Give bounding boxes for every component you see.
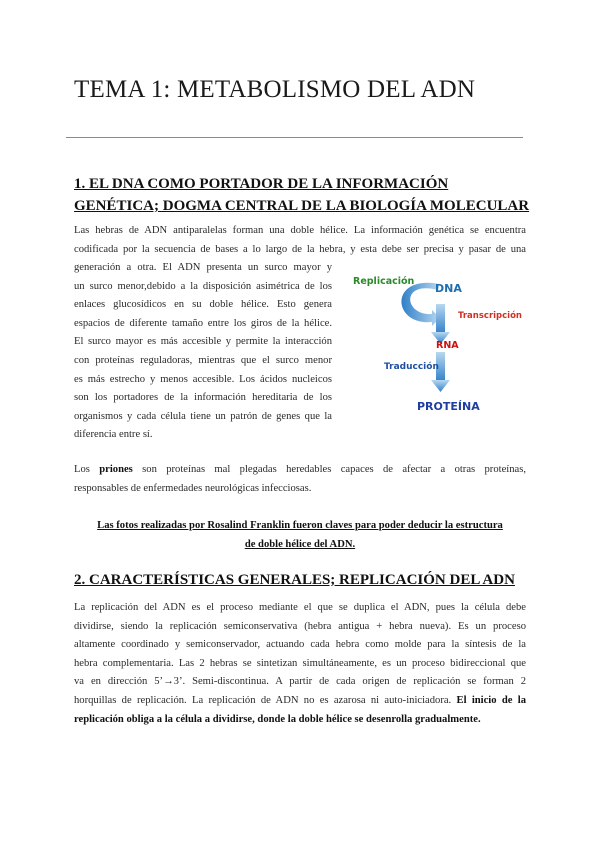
section2-heading: 2. CARACTERÍSTICAS GENERALES; REPLICACIÓN DEL ADN: [74, 572, 515, 588]
section1-heading-line1: 1. EL DNA COMO PORTADOR DE LA INFORMACIÓN: [74, 176, 449, 192]
paragraph-line: El surco mayor es más accesible y permite la interacción: [74, 336, 332, 348]
section2-paragraph: [74, 599, 526, 729]
paragraph-line: un surco menor,debido a la disposición asimétrica de los: [74, 280, 332, 292]
line6-bold: El inicio de la: [456, 694, 526, 706]
paragraph-line: son los portadores de la información hereditaria de los: [74, 392, 332, 404]
paragraph-line: enlaces glucosídicos en su doble hélice. Esto genera: [74, 299, 332, 311]
dna-label: DNA: [435, 282, 462, 295]
priones-paragraph: [74, 461, 526, 498]
paragraph-line: diferencia entre sí.: [74, 429, 153, 441]
priones-before: Los: [74, 464, 100, 475]
translation-arrow-head: [431, 380, 450, 392]
paragraph-line: [74, 692, 526, 711]
paragraph-line: replicación obliga a la célula a dividirse, donde la doble hélice se desenrolla gradualmente.: [74, 713, 481, 725]
section1-paragraph: [74, 222, 526, 259]
paragraph-line: [74, 461, 526, 480]
replication-label: Replicación: [353, 276, 415, 287]
protein-label: PROTEÍNA: [417, 400, 480, 413]
transcription-arrow-shaft: [436, 304, 445, 334]
paragraph-line: La replicación del ADN es el proceso mediante el que se duplica el ADN, pues la célula debe: [74, 602, 526, 613]
paragraph-line: va en dirección 5’→3’. Semi-discontinua. A partir de cada origen de replicación se forman 2: [74, 676, 526, 688]
paragraph-line: codificada por la secuencia de bases a lo largo de la hebra, y esta debe ser precisa y pasar de una: [74, 243, 526, 255]
rna-label: RNA: [436, 340, 459, 351]
paragraph-line: hebra complementaria. Las 2 hebras se sintetizan simultáneamente, es un proceso bidireccional que: [74, 657, 526, 669]
paragraph-line: generación a otra. El ADN presenta un surco mayor y: [74, 262, 332, 273]
paragraph-line: es más estrecho y menos accesible. Los ácidos nucleicos: [74, 373, 332, 385]
paragraph-line: con proteínas reguladoras, mientras que el surco menor: [74, 354, 332, 366]
paragraph-line: espacios de diferente tamaño entre los giros de la hélice.: [74, 317, 332, 329]
paragraph-line: Las hebras de ADN antiparalelas forman una doble hélice. La información genética se encuentra: [74, 225, 526, 236]
translation-label: Traducción: [384, 362, 439, 372]
section1-heading: [74, 173, 529, 217]
section1-heading-line2: GENÉTICA; DOGMA CENTRAL DE LA BIOLOGÍA MOLECULAR: [74, 198, 530, 214]
page-title: TEMA 1: METABOLISMO DEL ADN: [74, 76, 476, 103]
transcription-label: Transcripción: [458, 311, 522, 321]
central-dogma-diagram: [340, 268, 535, 423]
note-line: de doble hélice del ADN.: [244, 538, 356, 550]
paragraph-line: organismos y cada célula tiene un patrón de genes que la: [74, 410, 332, 422]
priones-after: son proteínas mal plegadas heredables capaces de afectar a otras proteínas,: [132, 464, 526, 475]
paragraph-line: altamente coordinado y semiconservador, actuando cada hebra como molde para la síntesis de la: [74, 639, 526, 651]
section1-paragraph-wrapped: [74, 259, 332, 445]
paragraph-line: responsables de enfermedades neurológicas infecciosas.: [74, 482, 312, 494]
priones-term: priones: [99, 464, 133, 475]
paragraph-line: dividirse, siendo la replicación semiconservativa (hebra antigua + hebra nueva). Es un proceso: [74, 620, 526, 632]
franklin-note: [74, 517, 526, 554]
title-divider: [66, 137, 523, 138]
note-line: Las fotos realizadas por Rosalind Franklin fueron claves para poder deducir la estructura: [97, 520, 503, 531]
line6-normal: horquillas de replicación. La replicación de ADN no es azarosa ni auto-iniciadora.: [74, 694, 457, 706]
